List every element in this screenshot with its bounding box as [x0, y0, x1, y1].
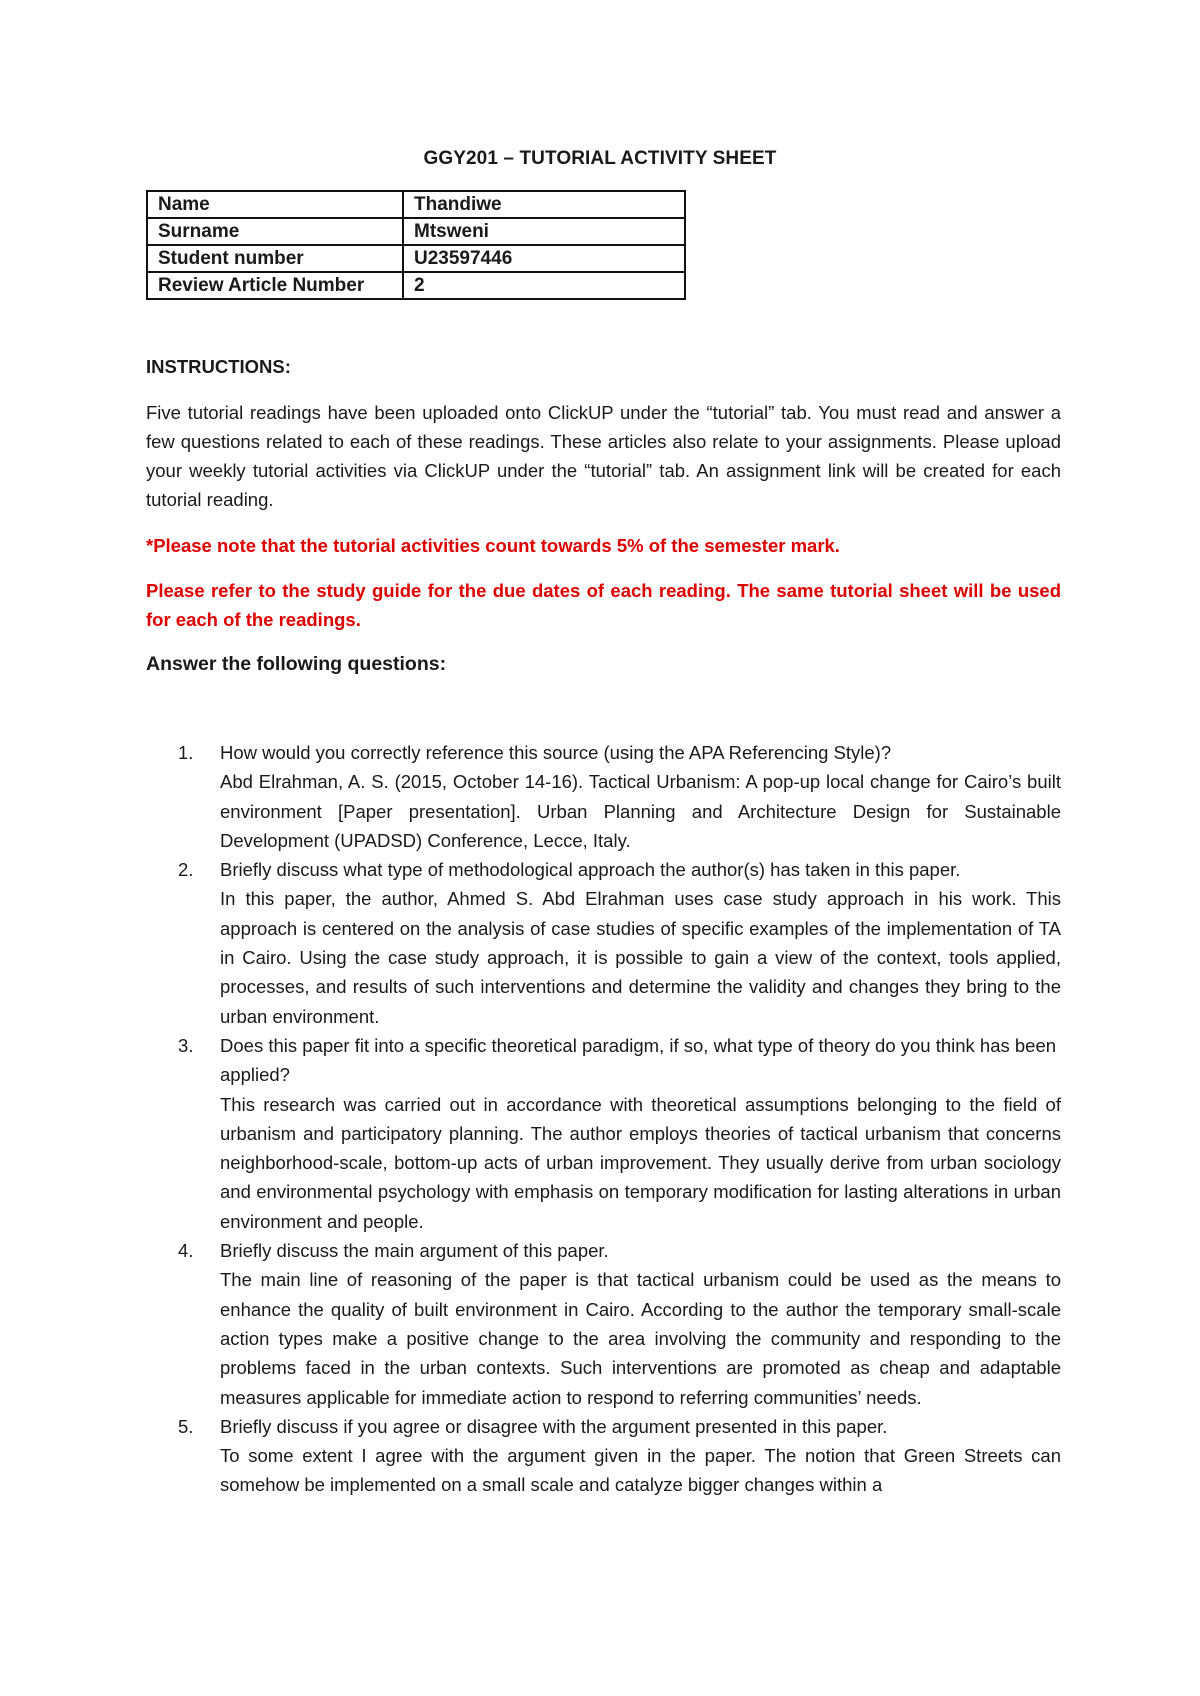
instructions-paragraph: Five tutorial readings have been uploaded onto ClickUP under the “tutorial” tab. You must read and answer a few questions related to each of these readings. These articles also relate to your assignments. Please upload your weekly tutorial activities via ClickUP under the “tutorial” tab. An assignment link will be created for each tutorial reading.	[146, 402, 1061, 510]
question-text: Briefly discuss what type of methodological approach the author(s) has taken in this paper.	[220, 859, 961, 881]
questions-heading: Answer the following questions:	[146, 653, 447, 675]
review-article-number-value: 2	[403, 272, 685, 299]
weighting-note: *Please note that the tutorial activities count towards 5% of the semester mark.	[146, 535, 840, 556]
table-row	[147, 191, 685, 218]
answer-text: To some extent I agree with the argument given in the paper. The notion that Green Streets can somehow be implemented on a small scale and catalyze bigger changes within a	[220, 1445, 1061, 1496]
answer-text: In this paper, the author, Ahmed S. Abd Elrahman uses case study approach in his work. This approach is centered on the analysis of case studies of specific examples of the implementation of TA in Cairo. Using the case study approach, it is possible to gain a view of the context, tools applied, processes, and results of such interventions and determine the validity and changes they bring to the urban environment.	[220, 888, 1061, 1027]
student-number-label: Student number	[147, 245, 403, 272]
list-item	[146, 738, 1061, 855]
question-number: 5.	[178, 1415, 194, 1437]
list-item	[146, 1031, 1061, 1236]
review-article-number-label: Review Article Number	[147, 272, 403, 299]
question-text: Does this paper fit into a specific theoretical paradigm, if so, what type of theory do you think has been applied?	[220, 1034, 1057, 1086]
list-item	[146, 1236, 1061, 1412]
answer-text: This research was carried out in accordance with theoretical assumptions belonging to the field of urbanism and participatory planning. The author employs theories of tactical urbanism that concerns neighborhood-scale, bottom-up acts of urban improvement. They usually derive from urban sociology and environmental psychology with emphasis on temporary modification for lasting alterations in urban environment and people.	[220, 1093, 1061, 1232]
surname-value: Mtsweni	[403, 218, 685, 245]
name-value: Thandiwe	[403, 191, 685, 218]
table-row	[147, 272, 685, 299]
student-number-value: U23597446	[403, 245, 685, 272]
question-number: 3.	[178, 1034, 194, 1056]
question-text: Briefly discuss the main argument of this paper.	[220, 1240, 609, 1262]
table-row	[147, 245, 685, 272]
instructions-heading: INSTRUCTIONS:	[146, 356, 291, 377]
list-item	[146, 1412, 1061, 1500]
questions-list	[146, 738, 1061, 1500]
question-text: How would you correctly reference this source (using the APA Referencing Style)?	[220, 742, 892, 763]
name-label: Name	[147, 191, 403, 218]
answer-text: Abd Elrahman, A. S. (2015, October 14-16). Tactical Urbanism: A pop-up local change for Cairo’s built environment [Paper presentation]. Urban Planning and Architecture Design for Sustainable Development (UPADSD) Conference, Lecce, Italy.	[220, 771, 1061, 851]
surname-label: Surname	[147, 218, 403, 245]
list-item	[146, 855, 1061, 1031]
due-dates-note: Please refer to the study guide for the due dates of each reading. The same tutorial sheet will be used for each of the readings.	[146, 580, 1061, 630]
question-number: 4.	[178, 1240, 194, 1262]
answer-text: The main line of reasoning of the paper is that tactical urbanism could be used as the means to enhance the quality of built environment in Cairo. According to the author the temporary small-scale action types make a positive change to the area involving the community and responding to the problems faced in the urban contexts. Such interventions are promoted as cheap and adaptable measures applicable for immediate action to respond to referring communities’ needs.	[220, 1269, 1061, 1408]
table-row	[147, 218, 685, 245]
document-title: GGY201 – TUTORIAL ACTIVITY SHEET	[423, 148, 777, 169]
question-number: 2.	[178, 859, 194, 881]
student-info-table	[146, 190, 686, 300]
question-text: Briefly discuss if you agree or disagree with the argument presented in this paper.	[220, 1415, 888, 1437]
question-number: 1.	[178, 742, 194, 763]
